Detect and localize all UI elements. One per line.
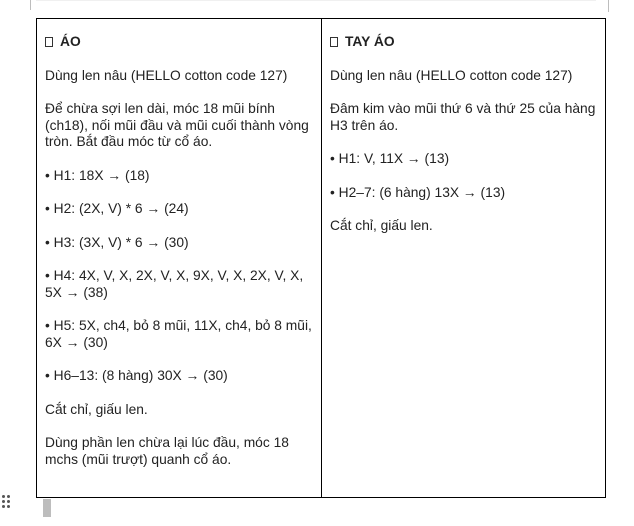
paragraph: Dùng len nâu (HELLO cotton code 127)	[330, 67, 573, 83]
crop-mark-left	[30, 0, 31, 10]
paragraph: Đâm kim vào mũi thứ 6 và thứ 25 của hàng H3 trên áo.	[330, 101, 600, 133]
table-cell-ao[interactable]	[37, 19, 322, 497]
list-item: • H6–13: (8 hàng) 30X → (30)	[45, 368, 228, 383]
page-top-edge	[36, 0, 596, 1]
list-item: • H1: 18X → (18)	[45, 167, 150, 183]
paragraph: Dùng phần len chừa lại lúc đầu, móc 18 mchs (mũi trượt) quanh cổ áo.	[45, 435, 293, 467]
crop-mark-right	[608, 0, 609, 12]
list-item: • H3: (3X, V) * 6 → (30)	[45, 234, 189, 250]
list-item: • H5: 5X, ch4, bỏ 8 mũi, 11X, ch4, bỏ 8 mũi, 6X → (30)	[45, 318, 316, 350]
list-item: • H2–7: (6 hàng) 13X → (13)	[330, 184, 506, 200]
checkbox-glyph-icon	[45, 37, 53, 47]
list-item: • H1: V, 11X → (13)	[330, 151, 450, 166]
paragraph: Cắt chỉ, giấu len.	[330, 218, 433, 233]
drag-handle-icon[interactable]	[2, 495, 12, 513]
paragraph: Dùng len nâu (HELLO cotton code 127)	[45, 67, 288, 83]
document-table	[36, 18, 606, 498]
list-item: • H4: 4X, V, X, 2X, V, X, 9X, V, X, 2X, V, X, 5X → (38)	[45, 268, 308, 300]
table-cell-tay-ao[interactable]	[322, 19, 605, 497]
paragraph: Để chừa sợi len dài, móc 18 mũi bính (ch18), nối mũi đầu và mũi cuối thành vòng tròn. Bắt đầu móc từ cổ áo.	[45, 101, 313, 149]
heading-text: TAY ÁO	[345, 34, 395, 49]
section-heading-ao	[45, 34, 315, 51]
heading-text: ÁO	[60, 34, 81, 49]
list-item: • H2: (2X, V) * 6 → (24)	[45, 201, 189, 216]
section-heading-tay-ao	[330, 34, 599, 51]
insertion-cursor	[43, 499, 51, 517]
paragraph: Cắt chỉ, giấu len.	[45, 401, 148, 417]
checkbox-glyph-icon	[330, 37, 338, 47]
